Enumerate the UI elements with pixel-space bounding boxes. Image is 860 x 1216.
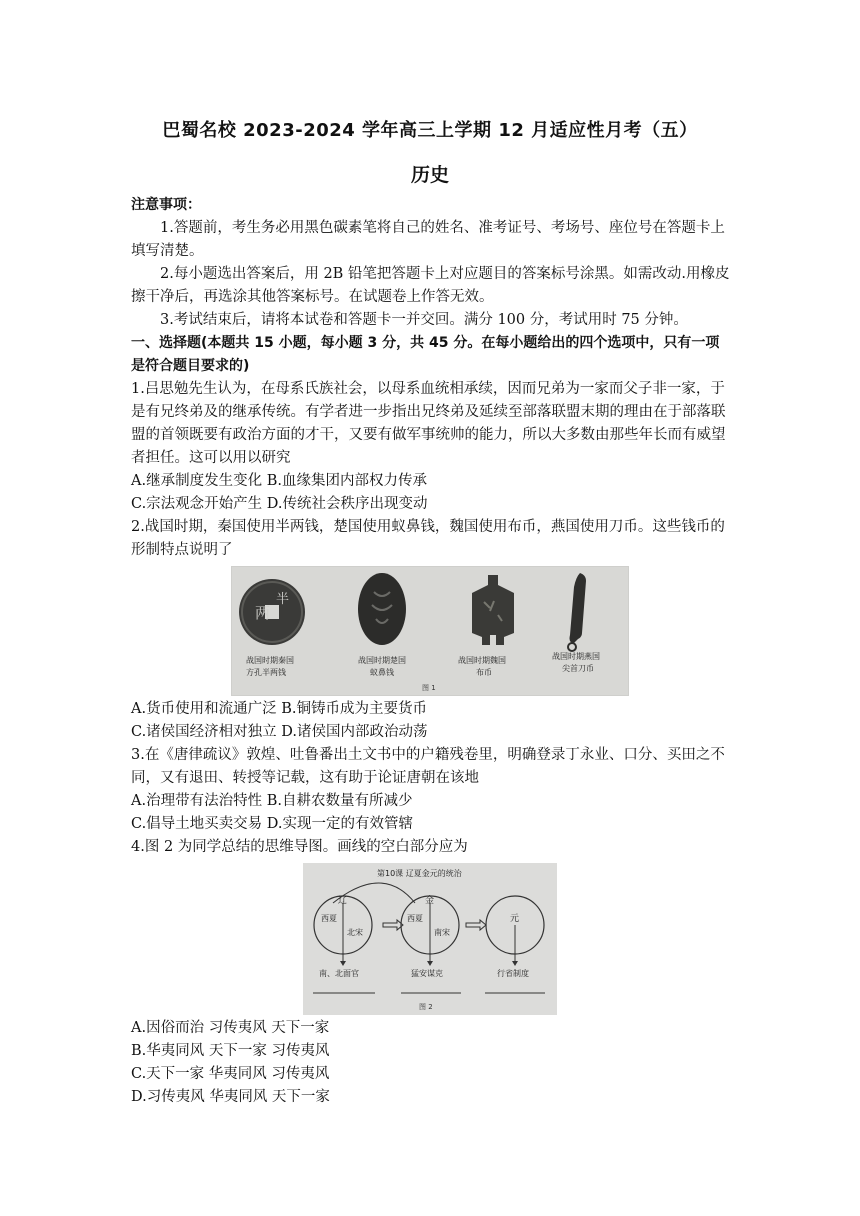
question-3-option-ab: A.治理带有法治特性 B.自耕农数量有所减少	[131, 793, 413, 809]
caption-wei-2: 布币	[476, 668, 492, 677]
caption-wei-1: 战国时期魏国	[458, 656, 506, 665]
svg-text:西夏: 西夏	[321, 914, 337, 923]
caption-qin-2: 方孔半两钱	[246, 668, 286, 677]
figure-2-title: 第10课 辽夏金元的统治	[377, 869, 462, 878]
question-2-option-ab: A.货币使用和流通广泛 B.铜铸币成为主要货币	[131, 701, 427, 717]
svg-text:金: 金	[425, 896, 435, 906]
qin-banliang-coin-image	[239, 579, 305, 645]
question-3-option-cd: C.倡导土地买卖交易 D.实现一定的有效管辖	[131, 816, 414, 832]
caption-yan-1: 战国时期燕国	[552, 652, 600, 661]
question-4-stem: 4.图 2 为同学总结的思维导图。画线的空白部分应为	[131, 839, 468, 855]
svg-text:南宋: 南宋	[434, 928, 450, 937]
caption-qin-1: 战国时期秦国	[246, 656, 294, 665]
caption-chu-2: 蚁鼻钱	[370, 668, 394, 677]
svg-text:北宋: 北宋	[347, 928, 363, 937]
question-4-option-a: A.因俗而治 习传夷风 天下一家	[131, 1020, 330, 1036]
question-4-option-c: C.天下一家 华夷同风 习传夷风	[131, 1066, 330, 1082]
figure-2-label: 图 2	[419, 1003, 433, 1011]
svg-text:元: 元	[510, 914, 520, 924]
question-4-option-b: B.华夷同风 天下一家 习传夷风	[131, 1043, 330, 1059]
exam-content	[131, 194, 731, 1109]
notice-item-1: 1.答题前，考生务必用黑色碳素笔将自己的姓名、准考证号、考场号、座位号在答题卡上填写清楚。	[131, 220, 725, 259]
svg-text:行省制度: 行省制度	[497, 969, 529, 978]
svg-text:辽: 辽	[338, 896, 348, 906]
notice-heading: 注意事项：	[131, 197, 201, 213]
exam-title: 巴蜀名校 2023-2024 学年高三上学期 12 月适应性月考（五）	[162, 120, 698, 141]
question-2-stem: 2.战国时期，秦国使用半两钱，楚国使用蚁鼻钱，魏国使用布币，燕国使用刀币。这些钱币的形制特点说明了	[131, 519, 725, 558]
coin-mark-ban: 半	[276, 592, 290, 607]
subject-title: 历史	[410, 164, 449, 186]
chu-yibi-coin-image	[358, 573, 406, 645]
question-2-option-cd: C.诸侯国经济相对独立 D.诸侯国内部政治动荡	[131, 724, 428, 740]
figure-2-mind-map	[303, 863, 557, 1015]
question-1-option-cd: C.宗法观念开始产生 D.传统社会秩序出现变动	[131, 496, 428, 512]
question-1-option-ab: A.继承制度发生变化 B.血缘集团内部权力传承	[131, 473, 427, 489]
coin-mark-liang: 两	[255, 604, 271, 622]
question-1-stem: 1.吕思勉先生认为，在母系氏族社会，以母系血统相承续，因而兄弟为一家而父子非一家，于是有兄终弟及的继承传统。有学者进一步指出兄终弟及延续至部落联盟末期的理由在于部落联盟的首领既要有政治方面的才干，又要有做军事统帅的能力，所以大多数由那些年长而有威望者担任。这可以用以研究	[131, 381, 726, 466]
figure-1-coins	[231, 566, 629, 696]
svg-text:西夏: 西夏	[407, 914, 423, 923]
svg-text:猛安谋克: 猛安谋克	[411, 969, 443, 978]
notice-item-3: 3.考试结束后，请将本试卷和答题卡一并交回。满分 100 分，考试用时 75 分钟。	[160, 312, 688, 328]
section-heading: 一、选择题(本题共 15 小题，每小题 3 分，共 45 分。在每小题给出的四个选项中，只有一项是符合题目要求的)	[131, 335, 720, 374]
figure-1-label: 图 1	[422, 684, 436, 692]
caption-yan-2: 尖首刀币	[562, 664, 594, 673]
notice-item-2: 2.每小题选出答案后，用 2B 铅笔把答题卡上对应题目的答案标号涂黑。如需改动.用橡皮擦干净后，再选涂其他答案标号。在试题卷上作答无效。	[131, 266, 730, 305]
caption-chu-1: 战国时期楚国	[358, 656, 406, 665]
svg-text:南、北面官: 南、北面官	[319, 969, 359, 978]
question-3-stem: 3.在《唐律疏议》敦煌、吐鲁番出土文书中的户籍残卷里，明确登录丁永业、口分、买田之不同，又有退田、转授等记载，这有助于论证唐朝在该地	[131, 747, 725, 786]
question-4-option-d: D.习传夷风 华夷同风 天下一家	[131, 1089, 330, 1105]
